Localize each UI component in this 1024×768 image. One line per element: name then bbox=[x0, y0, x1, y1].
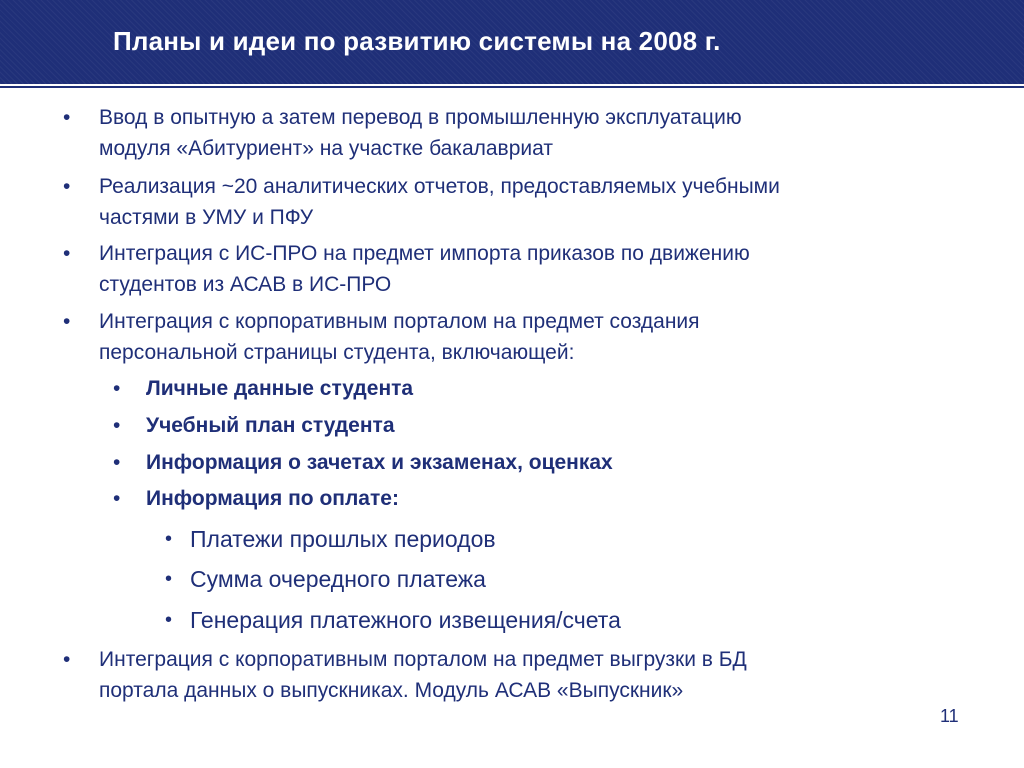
sub-bullet-text: Личные данные студента bbox=[146, 377, 414, 400]
bullet-line: Интеграция с корпоративным порталом на предмет выгрузки в БД bbox=[99, 648, 747, 671]
sub-sub-bullet-text: Сумма очередного платежа bbox=[190, 566, 486, 592]
bullet-marker: • bbox=[165, 528, 173, 550]
slide-title: Планы и идеи по развитию системы на 2008 г. bbox=[113, 26, 721, 56]
bullet-text bbox=[99, 644, 939, 706]
bullet-text bbox=[99, 102, 939, 164]
bullet-text bbox=[99, 306, 939, 368]
bullet-line: персональной страницы студента, включающей: bbox=[99, 341, 575, 364]
bullet-line: студентов из АСАВ в ИС-ПРО bbox=[99, 273, 392, 296]
sub-bullet-text: Информация о зачетах и экзаменах, оценках bbox=[146, 451, 613, 474]
bullet-marker: • bbox=[165, 568, 173, 590]
bullet-marker: • bbox=[165, 609, 173, 631]
bullet-marker: • bbox=[113, 451, 121, 474]
bullet-marker: • bbox=[113, 487, 121, 510]
bullet-marker: • bbox=[63, 242, 71, 265]
bullet-line: Реализация ~20 аналитических отчетов, предоставляемых учебными bbox=[99, 175, 780, 198]
bullet-marker: • bbox=[63, 648, 71, 671]
page-number: 11 bbox=[940, 706, 959, 726]
bullet-line: частями в УМУ и ПФУ bbox=[99, 206, 314, 229]
bullet-marker: • bbox=[63, 310, 71, 333]
bullet-marker: • bbox=[63, 106, 71, 129]
bullet-marker: • bbox=[113, 377, 121, 400]
bullet-line: Интеграция с корпоративным порталом на предмет создания bbox=[99, 310, 700, 333]
bullet-line: модуля «Абитуриент» на участке бакалавриат bbox=[99, 137, 553, 160]
bullet-text bbox=[99, 238, 939, 300]
bullet-text bbox=[99, 171, 939, 233]
bullet-marker: • bbox=[113, 414, 121, 437]
sub-sub-bullet-text: Платежи прошлых периодов bbox=[190, 526, 496, 552]
sub-sub-bullet-text: Генерация платежного извещения/счета bbox=[190, 607, 621, 633]
bullet-marker: • bbox=[63, 175, 71, 198]
sub-bullet-text: Информация по оплате: bbox=[146, 487, 399, 510]
bullet-line: Ввод в опытную а затем перевод в промышленную эксплуатацию bbox=[99, 106, 742, 129]
bullet-line: Интеграция с ИС-ПРО на предмет импорта приказов по движению bbox=[99, 242, 750, 265]
sub-bullet-text: Учебный план студента bbox=[146, 414, 395, 437]
bullet-line: портала данных о выпускниках. Модуль АСАВ «Выпускник» bbox=[99, 679, 684, 702]
